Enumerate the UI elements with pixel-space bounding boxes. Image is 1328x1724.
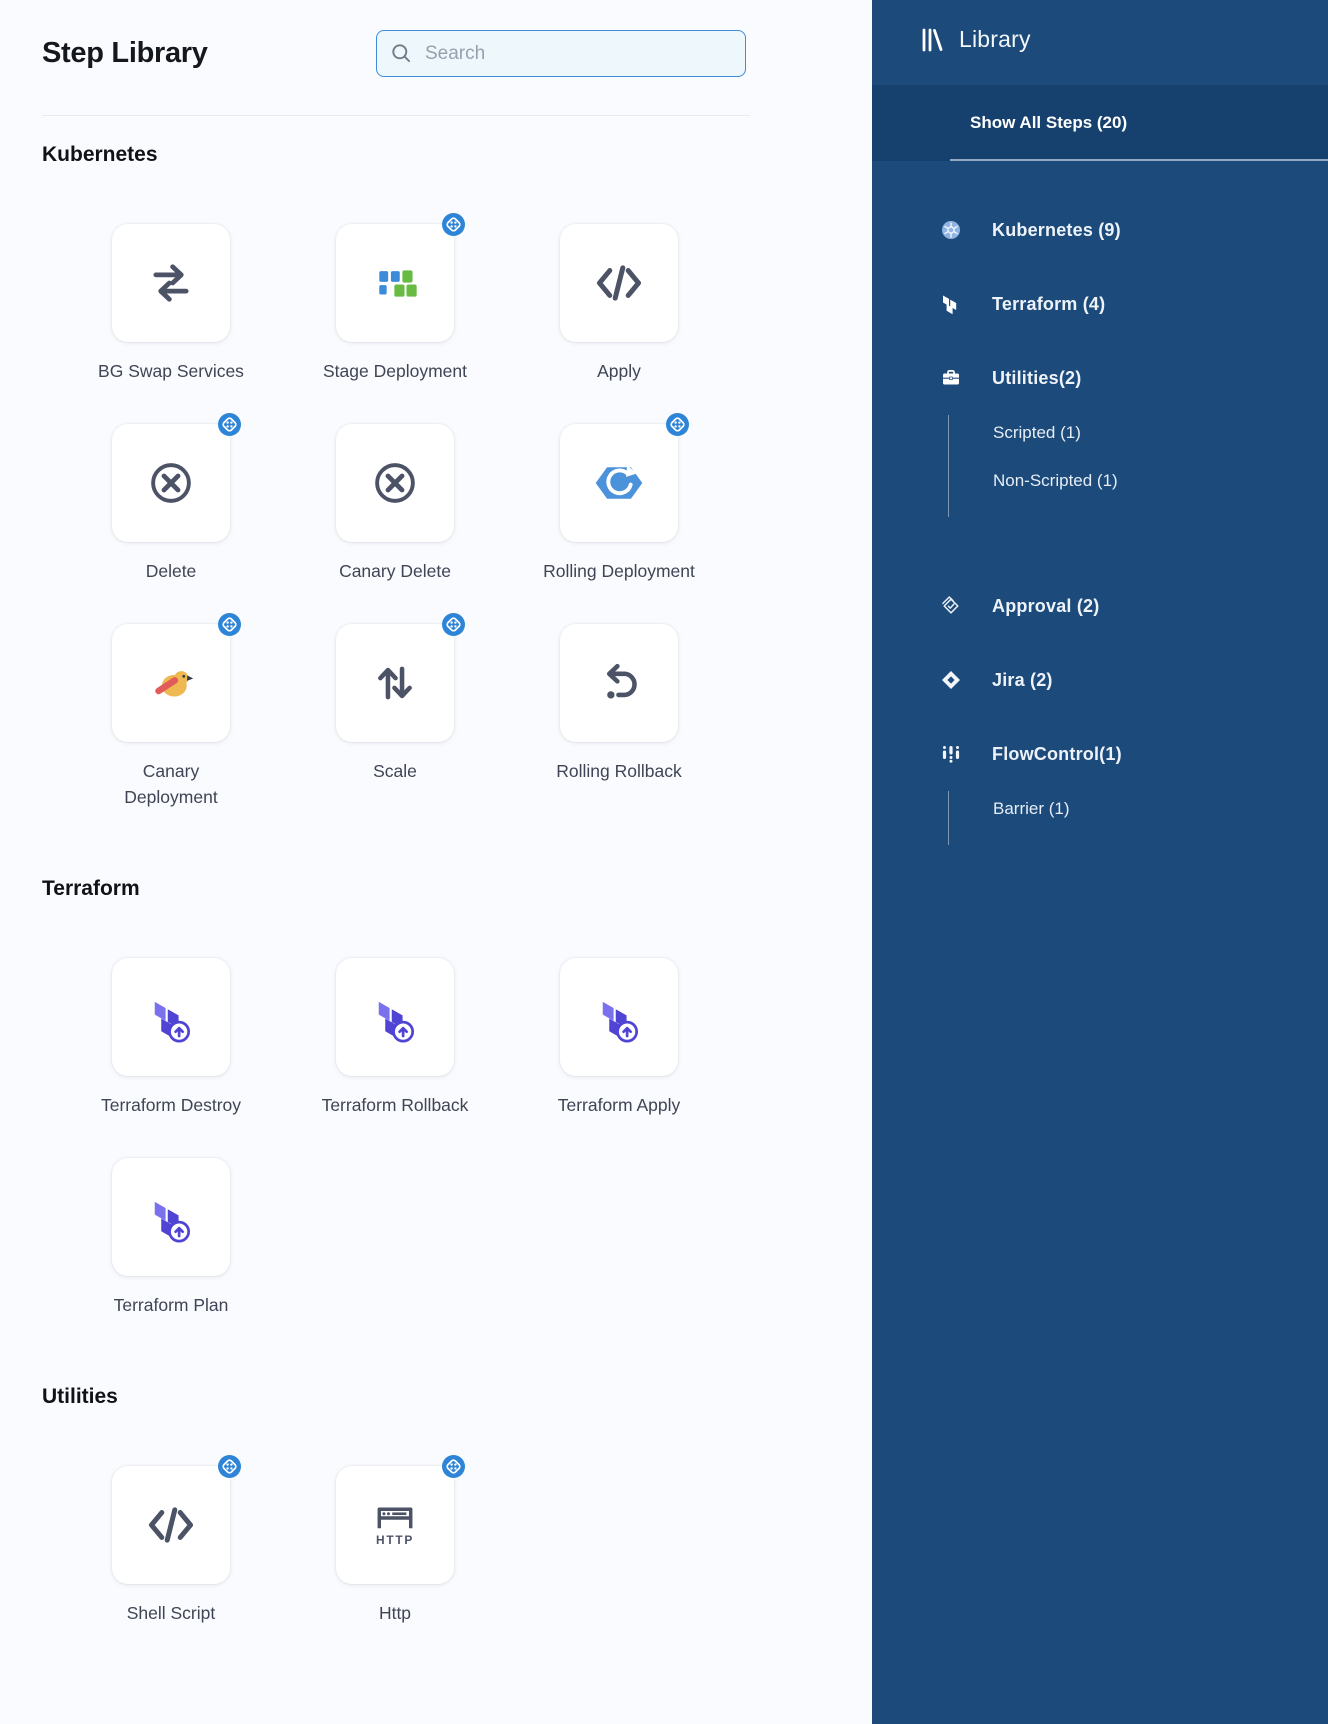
step-card-canary-deployment[interactable]	[112, 624, 230, 742]
terraform-icon	[593, 991, 645, 1043]
step-label: Terraform Destroy	[100, 1095, 242, 1115]
step-label: Delete	[145, 561, 197, 581]
sidebar-item-terraform[interactable]	[872, 293, 1328, 315]
section-title-terraform: Terraform	[42, 877, 140, 900]
rolling-deployment-icon	[593, 457, 645, 509]
flow-control-icon	[940, 743, 962, 765]
approval-icon	[940, 595, 962, 617]
step-cell	[59, 1158, 283, 1318]
sidebar-item-label: Terraform (4)	[992, 293, 1106, 314]
sidebar-item-label: Kubernetes (9)	[992, 219, 1121, 240]
nav-spacer	[872, 561, 1328, 595]
show-all-steps-label: Show All Steps (20)	[970, 113, 1128, 132]
step-card-http[interactable]	[336, 1466, 454, 1584]
step-label: BG Swap Services	[98, 361, 244, 381]
step-cell	[507, 224, 731, 384]
step-library-header	[0, 0, 872, 77]
terraform-icon	[145, 1191, 197, 1243]
step-card-rolling-deployment[interactable]	[560, 424, 678, 542]
step-card-scale[interactable]	[336, 624, 454, 742]
step-card-delete[interactable]	[112, 424, 230, 542]
circle-cross-icon	[369, 457, 421, 509]
briefcase-icon	[940, 367, 962, 389]
step-label: Stage Deployment	[323, 361, 467, 381]
step-card-canary-delete[interactable]	[336, 424, 454, 542]
sidebar-item-approval[interactable]	[872, 595, 1328, 617]
step-label: Canary Deployment	[124, 761, 218, 807]
sidebar-item-flowcontrol[interactable]	[872, 743, 1328, 765]
step-group-badge-icon	[442, 1455, 465, 1478]
sidebar-item-label: Utilities(2)	[992, 367, 1082, 388]
step-group-badge-icon	[218, 413, 241, 436]
sidebar-subitem-label: Scripted (1)	[993, 423, 1081, 442]
step-cell	[59, 424, 283, 584]
step-label: Terraform Apply	[557, 1095, 681, 1115]
library-header	[872, 0, 1328, 53]
step-label: Rolling Rollback	[556, 761, 682, 781]
scale-arrows-icon	[369, 657, 421, 709]
step-card-terraform-destroy[interactable]	[112, 958, 230, 1076]
stage-deployment-icon	[369, 257, 421, 309]
category-nav	[872, 161, 1328, 845]
step-cell	[507, 624, 731, 810]
sidebar-item-label: FlowControl(1)	[992, 743, 1122, 764]
section-title-kubernetes: Kubernetes	[42, 143, 158, 166]
circle-cross-icon	[145, 457, 197, 509]
step-card-terraform-rollback[interactable]	[336, 958, 454, 1076]
step-label: Terraform Rollback	[321, 1095, 469, 1115]
step-group-badge-icon	[442, 613, 465, 636]
step-group-badge-icon	[666, 413, 689, 436]
step-group-badge-icon	[442, 213, 465, 236]
utilities-step-grid	[59, 1466, 872, 1666]
tab-active-underline	[950, 159, 1328, 161]
library-icon	[920, 27, 944, 53]
library-sidebar	[872, 0, 1328, 1724]
step-cell	[507, 424, 731, 584]
kubernetes-step-grid	[59, 224, 872, 850]
step-cell	[283, 624, 507, 810]
step-label: Terraform Plan	[113, 1295, 229, 1315]
page-title: Step Library	[42, 37, 208, 69]
canary-bird-icon	[145, 657, 197, 709]
terraform-icon	[940, 293, 962, 315]
step-group-badge-icon	[218, 613, 241, 636]
step-card-shell-script[interactable]	[112, 1466, 230, 1584]
code-icon	[145, 1499, 197, 1551]
terraform-step-grid	[59, 958, 872, 1358]
step-label: Rolling Deployment	[543, 561, 695, 581]
step-cell	[283, 424, 507, 584]
sidebar-item-kubernetes[interactable]	[872, 219, 1328, 241]
step-cell	[283, 224, 507, 384]
search-icon	[391, 43, 412, 64]
sidebar-item-label: Approval (2)	[992, 595, 1100, 616]
tab-show-all-steps[interactable]	[872, 85, 1328, 161]
search-input[interactable]	[423, 42, 731, 66]
step-label: Scale	[373, 761, 417, 781]
sidebar-subitem-non-scripted[interactable]	[993, 471, 1328, 491]
step-label: Apply	[597, 361, 641, 381]
flowcontrol-subcategories	[948, 791, 1328, 845]
step-cell	[507, 958, 731, 1118]
step-card-terraform-apply[interactable]	[560, 958, 678, 1076]
sidebar-item-jira[interactable]	[872, 669, 1328, 691]
sidebar-item-label: Jira (2)	[992, 669, 1053, 690]
step-cell	[59, 224, 283, 384]
step-cell	[59, 624, 283, 810]
sidebar-subitem-scripted[interactable]	[993, 423, 1328, 443]
step-label: Http	[378, 1603, 412, 1623]
terraform-icon	[369, 991, 421, 1043]
header-divider	[42, 115, 750, 116]
code-icon	[593, 257, 645, 309]
terraform-icon	[145, 991, 197, 1043]
search-box[interactable]	[376, 30, 746, 77]
step-cell	[59, 1466, 283, 1626]
jira-icon	[940, 669, 962, 691]
step-label: Canary Delete	[339, 561, 451, 581]
step-card-terraform-plan[interactable]	[112, 1158, 230, 1276]
step-card-apply[interactable]	[560, 224, 678, 342]
utilities-subcategories	[948, 415, 1328, 517]
http-icon	[369, 1499, 421, 1551]
sidebar-subitem-barrier[interactable]	[993, 799, 1328, 819]
sidebar-item-utilities[interactable]	[872, 367, 1328, 389]
step-label: Shell Script	[126, 1603, 216, 1623]
step-cell	[59, 958, 283, 1118]
swap-arrows-icon	[145, 257, 197, 309]
library-title: Library	[959, 26, 1031, 52]
sidebar-subitem-label: Barrier (1)	[993, 799, 1070, 818]
sidebar-subitem-label: Non-Scripted (1)	[993, 471, 1118, 490]
step-group-badge-icon	[218, 1455, 241, 1478]
step-card-rolling-rollback[interactable]	[560, 624, 678, 742]
step-card-stage-deployment[interactable]	[336, 224, 454, 342]
rollback-icon	[593, 657, 645, 709]
step-card-bg-swap-services[interactable]	[112, 224, 230, 342]
section-title-utilities: Utilities	[42, 1385, 118, 1408]
kubernetes-icon	[940, 219, 962, 241]
step-cell	[283, 958, 507, 1118]
step-cell	[283, 1466, 507, 1626]
